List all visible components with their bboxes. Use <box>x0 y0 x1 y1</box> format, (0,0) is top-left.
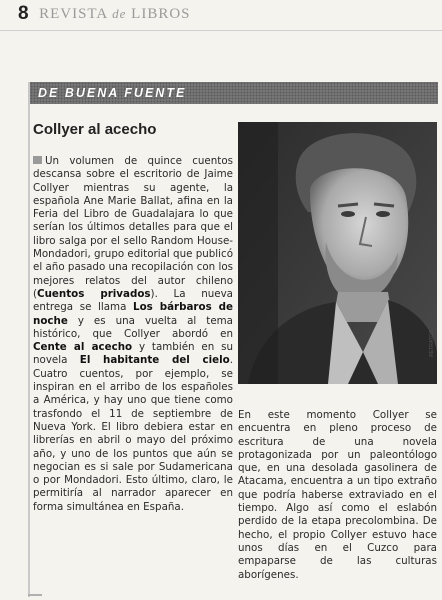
article-title: Collyer al acecho <box>33 121 157 138</box>
text-run: y también en su novela <box>33 341 234 367</box>
masthead-revista: REVISTA <box>39 5 108 22</box>
header-divider <box>0 30 442 31</box>
masthead <box>39 6 190 23</box>
bold-title-run: Los bárbaros de noche <box>33 301 233 327</box>
section-banner <box>30 82 438 104</box>
author-portrait-image <box>238 122 437 384</box>
text-run: Un volumen de quince cuentos descansa sobre el escritorio de Jaime Collyer mientras su agente, la española Ane Marie Ballat, afina en la Feria del Libro de Guadalajara lo que serían los últimos detalles para que el libro salga por el sello Random House-Mondadori, grupo editorial que publicó el año pasado una recopilación con los mejores relatos del autor chileno ( <box>33 155 233 300</box>
masthead-de: de <box>112 5 127 21</box>
photo-credit: RETRATOS <box>429 330 435 357</box>
page-header <box>18 0 438 28</box>
author-photo <box>238 122 437 384</box>
article-body-right: En este momento Collyer se encuentra en pleno proceso de escritura de una novela protagonizada por un paleontólogo que, en una desolada gasolinera de Atacama, encuentra a un tipo extraño que podría haberse extraviado en el tiempo. Algo así como el eslabón perdido de la etapa precolombina. De hecho, el propio Collyer estuvo hace unos días en el Cuzco para empaparse de las culturas aborígenes. <box>238 409 437 581</box>
text-run: . Cuatro cuentos, por ejemplo, se inspiran en el arribo de los españoles a América, y hay uno que tiene como trasfondo el 11 de septiembre de Nueva York. El libro debiera estar en librerías en abril o mayo del próximo año, y uno de los puntos que aún se negocian es si sale por Sudamericana o por Mondadori. Esto último, claro, le permitiría al narrador aparecer en forma simultánea en España. <box>33 354 233 513</box>
masthead-libros: LIBROS <box>131 5 191 22</box>
bottom-rule <box>28 594 42 596</box>
bold-title-run: El habitante del cielo <box>79 354 230 367</box>
left-column-rule <box>28 82 30 597</box>
section-label: DE BUENA FUENTE <box>38 86 187 100</box>
page-number: 8 <box>18 3 30 24</box>
article-body-left <box>33 155 233 514</box>
left-column-text <box>33 155 233 513</box>
bold-title-run: Cuentos privados <box>37 287 151 300</box>
bold-title-run: Cente al acecho <box>33 341 133 354</box>
text-run: ). La nueva entrega se llama <box>33 287 233 314</box>
text-run: y es una vuelta al tema histórico, que Collyer abordó en <box>33 314 233 340</box>
paragraph-bullet-icon <box>33 156 42 164</box>
